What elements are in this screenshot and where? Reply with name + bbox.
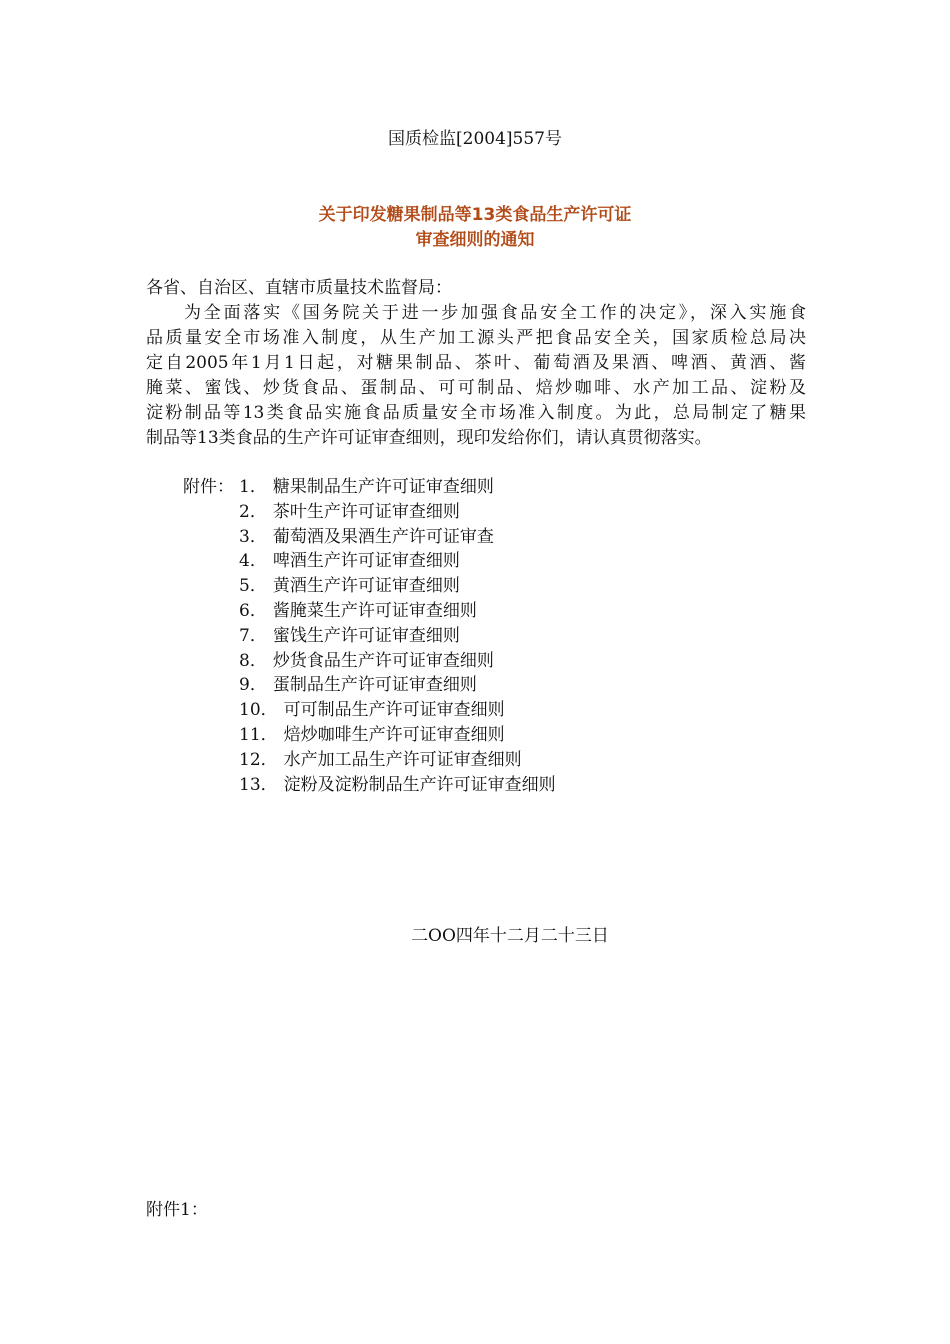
- attachment-title: 炒货食品生产许可证审查细则: [272, 650, 494, 671]
- attachment-title: 黄酒生产许可证审查细则: [272, 576, 460, 597]
- attachment-title: 蜜饯生产许可证审查细则: [272, 625, 460, 646]
- attachment-title: 水产加工品生产许可证审查细则: [283, 749, 522, 770]
- attachment-item: [183, 723, 556, 748]
- title-line-1: 关于印发糖果制品等13类食品生产许可证: [318, 205, 632, 225]
- attachment-item: [183, 649, 556, 674]
- attachment-item: [183, 525, 556, 550]
- attachment-item: [183, 599, 556, 624]
- body-line: 制品等13类食品的生产许可证审查细则，现印发给你们，请认真贯彻落实。: [146, 428, 712, 448]
- body-line: 腌菜、蜜饯、炒货食品、蛋制品、可可制品、焙炒咖啡、水产加工品、淀粉及: [146, 378, 806, 398]
- attachment-title: 酱腌菜生产许可证审查细则: [272, 600, 477, 621]
- attachment-number: 8．: [239, 650, 267, 671]
- attachment-number: 9．: [239, 675, 267, 696]
- attachment-number: 3．: [239, 526, 267, 547]
- attachment-title: 葡萄酒及果酒生产许可证审查: [272, 526, 494, 547]
- attachment-item: [183, 673, 556, 698]
- attachment-number: 10．: [239, 700, 278, 721]
- attachment-title: 焙炒咖啡生产许可证审查细则: [283, 724, 505, 745]
- attachment-number: 11．: [239, 724, 278, 745]
- attachment-item: [183, 500, 556, 525]
- body-paragraph: [146, 301, 806, 451]
- attachment-number: 2．: [239, 501, 267, 522]
- attachment-number: 4．: [239, 551, 267, 572]
- document-title: [0, 203, 950, 253]
- body-line: 定自2005年1月1日起，对糖果制品、茶叶、葡萄酒及果酒、啤酒、黄酒、酱: [146, 353, 806, 373]
- attachment-list: [183, 475, 556, 797]
- body-line: 品质量安全市场准入制度，从生产加工源头严把食品安全关，国家质检总局决: [146, 328, 806, 348]
- attachment-1-heading: 附件1：: [146, 1200, 208, 1220]
- attachment-number: 12．: [239, 749, 278, 770]
- attachment-number: 1．: [239, 477, 267, 497]
- attachment-title: 糖果制品生产许可证审查细则: [272, 477, 494, 497]
- attachment-label: 附件：: [183, 477, 234, 497]
- attachment-number: 7．: [239, 625, 267, 646]
- body-line: 为全面落实《国务院关于进一步加强食品安全工作的决定》，深入实施食: [184, 303, 806, 323]
- document-number: 国质检监[2004]557号: [388, 129, 562, 149]
- attachment-item: [183, 549, 556, 574]
- attachment-item: [183, 475, 556, 500]
- title-line-2: 审查细则的通知: [415, 230, 535, 250]
- attachment-item: [183, 624, 556, 649]
- attachment-item: [183, 748, 556, 773]
- body-line: 淀粉制品等13类食品实施食品质量安全市场准入制度。为此，总局制定了糖果: [146, 403, 806, 423]
- attachment-number: 5．: [239, 576, 267, 597]
- attachment-title: 蛋制品生产许可证审查细则: [272, 675, 477, 696]
- attachment-number: 6．: [239, 600, 267, 621]
- attachment-title: 茶叶生产许可证审查细则: [272, 501, 460, 522]
- attachment-number: 13．: [239, 774, 278, 795]
- attachment-item: [183, 698, 556, 723]
- attachment-item: [183, 773, 556, 798]
- attachment-title: 可可制品生产许可证审查细则: [283, 700, 505, 721]
- attachment-title: 啤酒生产许可证审查细则: [272, 551, 460, 572]
- attachment-title: 淀粉及淀粉制品生产许可证审查细则: [283, 774, 556, 795]
- attachment-item: [183, 574, 556, 599]
- issue-date: 二OO四年十二月二十三日: [411, 926, 609, 946]
- salutation: 各省、自治区、直辖市质量技术监督局：: [146, 278, 452, 298]
